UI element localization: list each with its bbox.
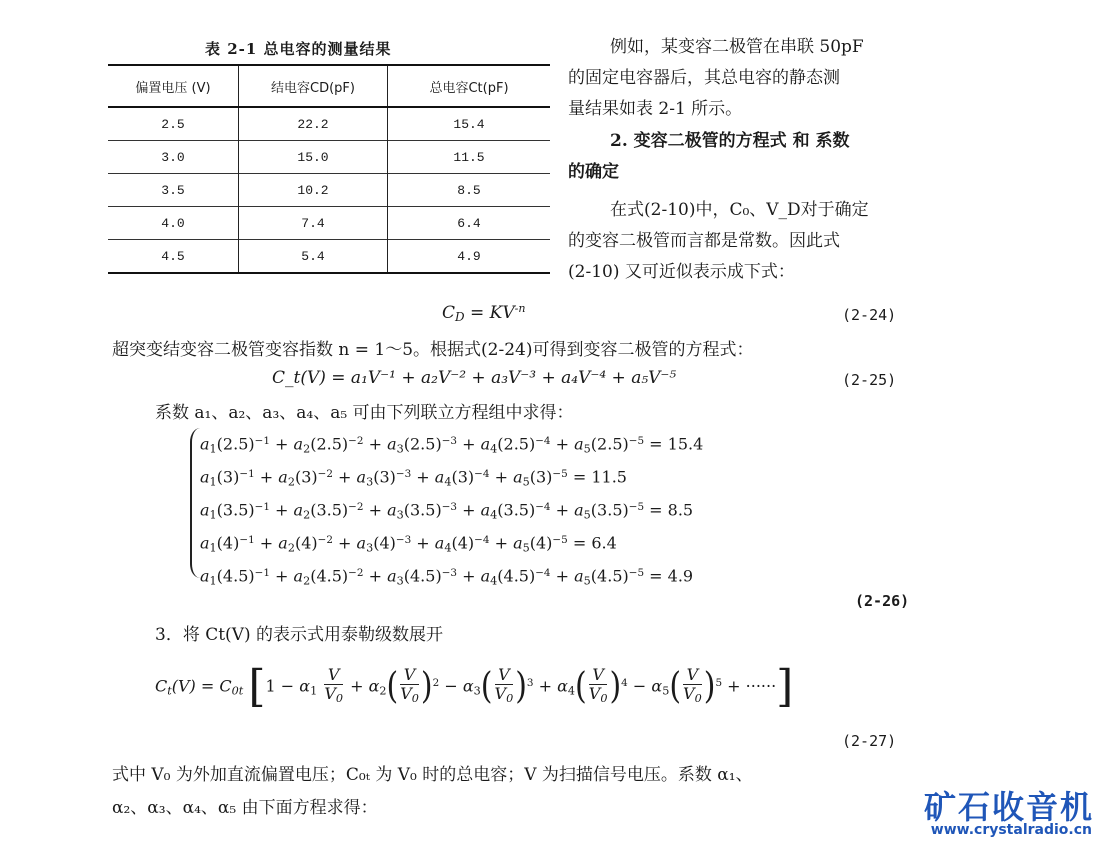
eq224-exponent: -n: [514, 302, 526, 315]
equation-number-2-27: (2-27): [842, 732, 897, 750]
eq-rhs-value: 4.9: [667, 566, 694, 586]
section-3-heading: 3．将 Ct(V) 的表示式用泰勒级数展开: [155, 625, 444, 645]
right-text-line1: 例如，某变容二极管在串联 50pF: [610, 37, 864, 57]
equation-2-25: C_t(V) = a₁V⁻¹ + a₂V⁻² + a₃V⁻³ + a₄V⁻⁴ + a₅V⁻⁵: [272, 368, 677, 388]
right-text-line2: 的固定电容器后，其总电容的静态测: [568, 68, 840, 88]
system-equation-row: $a_1(2.5)^{-1} + a_2(2.5)^{-2} + a_3(2.5)^{-3} + a_4(2.5)^{-4} + a_5(2.5)^{-5} = 15.4$: [200, 434, 704, 456]
eq-x-value: 3.5: [503, 500, 529, 520]
cell-voltage: 4.0: [108, 207, 239, 240]
cell-voltage: 3.5: [108, 174, 239, 207]
paragraph-where-line2: α₂、α₃、α₄、α₅ 由下面方程求得：: [112, 798, 378, 818]
table-row: [108, 141, 550, 174]
section-2-heading: 2. 变容二极管的方程式 和 系数: [610, 131, 850, 151]
equation-system-2-26: [200, 425, 703, 590]
eq-x-value: 4: [301, 533, 312, 553]
table-row: [108, 207, 550, 240]
eq224-rhs: = KV: [469, 303, 515, 324]
eq224-lhs: C: [442, 303, 456, 324]
eq-x-value: 4.5: [503, 566, 529, 586]
cell-ct: 4.9: [457, 248, 481, 264]
eq-x-value: 2.5: [316, 434, 342, 454]
header-bias-voltage: 偏置电压 (V): [108, 65, 239, 107]
eq-x-value: 4: [379, 533, 390, 553]
equation-2-27: $C_t(V) = C_{0t}$ [$1 - \alpha_1$ $\frac{V}{V_0}$ + $\alpha_2$( $\frac{V}{V_0}$ )$^2 - \alpha_3$( $\frac{V}{V_0}$ )$^3 + \alpha_4$( $\frac{V}{V_0}$ )$^4 - \alpha_5$( $\frac{V}{V_0}$ )$^5$ + ······]: [155, 661, 794, 712]
eq-x-value: 2.5: [409, 434, 436, 454]
measurement-table: [108, 64, 550, 274]
eq-x-value: 4.5: [409, 566, 436, 586]
cell-ct: 6.4: [457, 215, 481, 231]
eq-x-value: 4.5: [222, 566, 249, 586]
header-junction-capacitance: 结电容CD(pF): [239, 65, 388, 107]
eq-rhs-value: 11.5: [591, 467, 627, 487]
header-total-capacitance: 总电容Ct(pF): [429, 80, 509, 96]
watermark-url: www.crystalradio.cn: [930, 822, 1092, 838]
eq-rhs-value: 15.4: [667, 434, 704, 454]
cell-ct: 15.4: [453, 116, 485, 132]
cell-ct: 8.5: [457, 182, 481, 198]
watermark-logo-text: 矿石收音机: [923, 788, 1094, 826]
eq-x-value: 2.5: [222, 434, 249, 454]
eq-rhs-value: 8.5: [667, 500, 694, 520]
cell-cd: 7.4: [239, 207, 388, 240]
cell-ct: 11.5: [453, 149, 485, 165]
eq224-lhs-sub: D: [455, 310, 465, 325]
eq-x-value: 3.5: [222, 500, 249, 520]
eq-x-value: 4.5: [316, 566, 342, 586]
eq-x-value: 3.5: [316, 500, 342, 520]
table-row: [108, 107, 550, 141]
equation-2-24: [442, 302, 525, 324]
cell-voltage: 2.5: [108, 107, 239, 141]
eq-x-value: 3: [457, 467, 468, 487]
eq-x-value: 2.5: [597, 434, 623, 454]
cell-cd: 10.2: [239, 174, 388, 207]
eq-x-value: 3: [379, 467, 390, 487]
paragraph-coefficients: 系数 a₁、a₂、a₃、a₄、a₅ 可由下列联立方程组中求得：: [155, 403, 574, 423]
eq-x-value: 3: [535, 467, 547, 487]
right-text-line8: (2-10) 又可近似表示成下式：: [568, 262, 795, 282]
table-row: [108, 174, 550, 207]
eq-x-value: 3.5: [597, 500, 623, 520]
right-text-line7: 的变容二极管而言都是常数。因此式: [568, 231, 840, 251]
paragraph-variable-index: 超突变结变容二极管变容指数 n = 1～5。根据式(2-24)可得到变容二极管的方程式：: [112, 340, 754, 360]
eq-x-value: 4: [457, 533, 468, 553]
paragraph-where-line1: 式中 V₀ 为外加直流偏置电压；C₀ₜ 为 V₀ 时的总电容；V 为扫描信号电压。系数 α₁、: [112, 765, 753, 785]
cell-cd: 15.0: [239, 141, 388, 174]
eq-x-value: 4: [535, 533, 547, 553]
eq-x-value: 3: [301, 467, 312, 487]
system-equation-row: $a_1(3.5)^{-1} + a_2(3.5)^{-2} + a_3(3.5)^{-3} + a_4(3.5)^{-4} + a_5(3.5)^{-5} = 8.5$: [200, 500, 694, 522]
table-row: [108, 240, 550, 274]
eq-x-value: 4: [222, 533, 234, 553]
equation-number-2-26: (2-26): [855, 592, 910, 610]
eq-x-value: 4.5: [597, 566, 623, 586]
cell-cd: 22.2: [239, 107, 388, 141]
equation-number-2-24: (2-24): [842, 306, 897, 324]
eq-rhs-value: 6.4: [591, 533, 617, 553]
right-text-line3: 量结果如表 2-1 所示。: [568, 99, 743, 119]
eq-x-value: 3: [222, 467, 234, 487]
system-equation-row: $a_1(4)^{-1} + a_2(4)^{-2} + a_3(4)^{-3} + a_4(4)^{-4} + a_5(4)^{-5} = 6.4$: [200, 533, 617, 555]
system-equation-row: $a_1(4.5)^{-1} + a_2(4.5)^{-2} + a_3(4.5)^{-3} + a_4(4.5)^{-4} + a_5(4.5)^{-5} = 4.9$: [200, 566, 694, 588]
cell-cd: 5.4: [239, 240, 388, 274]
right-text-line6: 在式(2-10)中，C₀、V_D对于确定: [610, 200, 869, 220]
equation-number-2-25: (2-25): [842, 371, 897, 389]
section-2-heading-cont: 的确定: [568, 162, 619, 182]
table-title: 表 2-1 总电容的测量结果: [205, 40, 392, 58]
eq-x-value: 3.5: [409, 500, 436, 520]
cell-voltage: 3.0: [108, 141, 239, 174]
system-equation-row: $a_1(3)^{-1} + a_2(3)^{-2} + a_3(3)^{-3} + a_4(3)^{-4} + a_5(3)^{-5} = 11.5$: [200, 467, 627, 489]
eq-x-value: 2.5: [503, 434, 529, 454]
table-header-row: [108, 65, 550, 107]
cell-voltage: 4.5: [108, 240, 239, 274]
